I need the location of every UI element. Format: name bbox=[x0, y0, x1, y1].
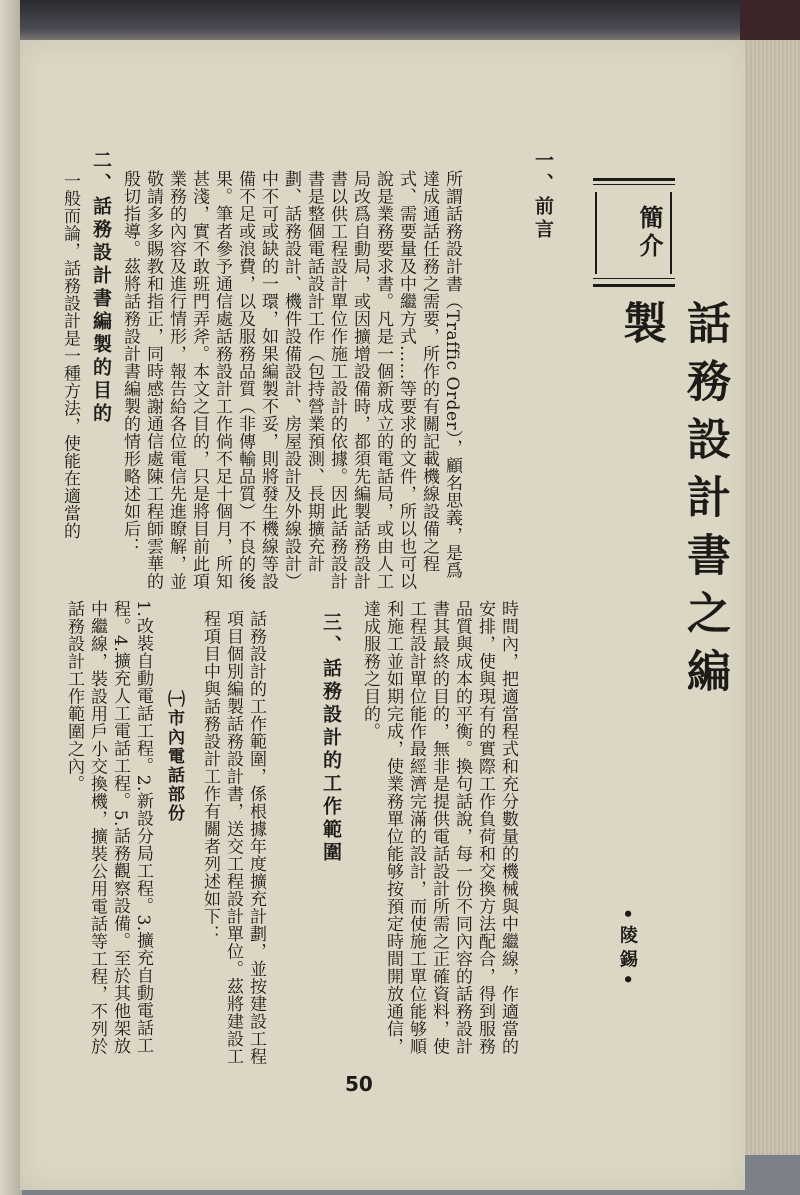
article-title: 話務設計書之編製 bbox=[615, 300, 730, 706]
section-2-body-cont: 時間內，把適當程式和充分數量的機械與中繼線，作適當的安排，使與現有的實際工作負荷和交換方法配合，得到服務品質與成本的平衡。換句話說，每一份不同內容的話務設計書其最終的目的，無非是提供電話設計所需之正確資料，使工程設計單位能作最經濟完滿的設計，而使施工單位能够順利施工並如期完成，使業務單位能够按預定時間開放通信，達成服務之目的。 bbox=[360, 600, 518, 1055]
section-1-body: 所謂話務設計書（Traffic Order），顧名思義，是爲達成通話任務之需要，所作的有關記載機線設備之程式、需要量及中繼方式……等要求的文件，所以也可以說是業務要求書。凡是一個新成立的電話局，或由人工局改爲自動局，或因擴增設備時，都須先編製話務設計書以供工程設計單位作施工設計的依據。因此話務設計書是整個電話設計工作（包持營業預測、長期擴充計劃、話務設計、機件設備設計、房屋設計及外線設計）中不可或缺的一環，如果編製不妥，則將發生機線等設備不足或浪費，以及服務品質（非傳輸品質）不良的後果。筆者參予通信處話務設計工作倘不足十個月，所知甚淺，實不敢班門弄斧。本文之目的，只是將目前此項業務的內容及進行情形，報告給各位電信先進瞭解，並敬請多多賜教和指正，同時感謝通信處陳工程師雲華的殷切指導。茲將話務設計書編製的情形略述如后： bbox=[120, 170, 462, 590]
section-1-heading: 一、前言 bbox=[532, 150, 554, 242]
intro-box bbox=[593, 178, 675, 288]
page-number: 50 bbox=[345, 1072, 373, 1096]
intro-box-label: 簡介 bbox=[635, 205, 664, 261]
intro-box-top-rule bbox=[593, 178, 675, 181]
page-stack-edge bbox=[740, 40, 800, 1155]
section-3-items: 1.改裝自動電話工程。2.新設分局工程。3.擴充自動電話工程。4.擴充人工電話工程。5.話務觀察設備。至於其他架放中繼線，裝設用戶小交換機，擴裝公用電話等工程，不列於話務設計工作範圍之內。 bbox=[64, 600, 153, 1055]
intro-box-left-bar bbox=[595, 192, 597, 274]
intro-box-right-bar bbox=[670, 192, 672, 274]
section-2-heading: 二、話務設計書編製的目的 bbox=[90, 150, 112, 426]
section-2-body-start: 一般而論，話務設計是一種方法，使能在適當的 bbox=[60, 172, 80, 540]
intro-box-bottom-rule-thin bbox=[593, 278, 675, 279]
intro-box-bottom-rule bbox=[593, 284, 675, 287]
intro-box-top-rule-thin bbox=[593, 184, 675, 185]
section-3-heading: 三、話務設計的工作範圍 bbox=[320, 612, 342, 865]
section-3-subheading: ㈠市內電話部份 bbox=[164, 690, 184, 823]
author-name: •陵錫• bbox=[617, 908, 638, 992]
page-gutter bbox=[0, 0, 22, 1195]
section-3-body: 話務設計的工作範圍，係根據年度擴充計劃，並按建設工程項目個別編製話務設計書，送交工程設計單位。茲將建設工程項目中與話務設計工作有關者列述如下： bbox=[200, 610, 266, 1065]
